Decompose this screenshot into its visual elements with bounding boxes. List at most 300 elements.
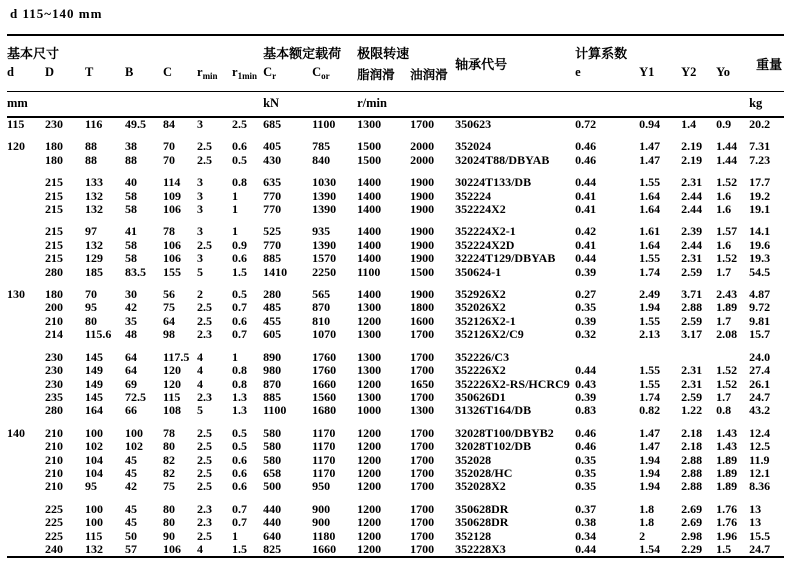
cell-B: 45: [125, 453, 137, 467]
cell-d: [7, 154, 45, 167]
cell-T: 102: [85, 440, 103, 454]
cell-code: 352028X2: [455, 480, 506, 494]
cell-Y1: 1.55: [639, 314, 661, 328]
cell-d: [7, 480, 45, 493]
cell-Cr: 890: [263, 350, 282, 364]
row-group-spacer: [7, 131, 784, 140]
cell-oil: 1700: [410, 364, 435, 378]
cell-Yo: 1.89: [716, 301, 738, 315]
cell-T: 132: [85, 203, 103, 217]
cell-Y1: 1.47: [639, 140, 661, 154]
cell-Cr: 770: [263, 189, 282, 203]
cell-C: 75: [163, 480, 175, 494]
cell-Y2: 2.31: [681, 176, 703, 190]
cell-Cor: 1570: [312, 252, 337, 266]
cell-D: 215: [45, 252, 63, 266]
cell-Yo: 1.5: [716, 542, 732, 556]
cell-code: 352126X2/C9: [455, 328, 524, 342]
unit-kN: kN: [263, 92, 357, 118]
cell-B: 58: [125, 189, 137, 203]
cell-grease: 1400: [357, 189, 382, 203]
cell-d: [7, 404, 45, 417]
cell-Cor: 870: [312, 301, 331, 315]
cell-e: 0.44: [575, 176, 597, 190]
cell-B: 45: [125, 502, 137, 516]
cell-grease: 1500: [357, 153, 382, 167]
cell-Y2: 2.44: [681, 238, 703, 252]
cell-B: 35: [125, 314, 137, 328]
cell-Y2: 2.44: [681, 203, 703, 217]
cell-Y2: 2.98: [681, 529, 703, 543]
cell-D: 225: [45, 502, 63, 516]
cell-r_min: 2.5: [197, 314, 212, 328]
group-header-basic-dimensions: 基本尺寸: [7, 46, 60, 61]
unit-kg: kg: [749, 92, 784, 118]
cell-weight: 19.3: [749, 252, 771, 266]
cell-weight: 24.7: [749, 542, 771, 556]
cell-r_min: 5: [197, 265, 203, 279]
cell-e: 0.44: [575, 252, 597, 266]
cell-Cor: 2250: [312, 265, 337, 279]
cell-T: 164: [85, 404, 103, 418]
cell-T: 80: [85, 314, 97, 328]
table-row: [7, 140, 784, 153]
cell-r_min: 4: [197, 364, 203, 378]
cell-r_min: 2.5: [197, 238, 212, 252]
cell-B: 72.5: [125, 390, 146, 404]
cell-Cor: 1170: [312, 453, 336, 467]
cell-oil: 1700: [410, 440, 435, 454]
cell-weight: 24.7: [749, 390, 771, 404]
cell-r_min: 2.5: [197, 153, 212, 167]
cell-Y1: 2: [639, 529, 646, 543]
cell-T: 100: [85, 516, 103, 530]
cell-oil: 1600: [410, 314, 435, 328]
cell-grease: 1200: [357, 466, 382, 480]
group-header-limiting-speed: 极限转速: [357, 46, 410, 61]
cell-Y2: 2.88: [681, 466, 703, 480]
cell-Cor: 1070: [312, 328, 337, 342]
cell-code: 352226/C3: [455, 350, 510, 364]
cell-Y1: 1.74: [639, 390, 661, 404]
cell-Y2: 2.88: [681, 301, 703, 315]
cell-d: 130: [7, 288, 25, 302]
cell-B: 45: [125, 466, 137, 480]
col-header-Yo: Yo: [716, 65, 730, 79]
cell-B: 66: [125, 404, 137, 418]
cell-T: 132: [85, 238, 103, 252]
cell-e: 0.72: [575, 117, 597, 131]
cell-T: 129: [85, 252, 103, 266]
cell-e: 0.46: [575, 440, 597, 454]
cell-T: 100: [85, 426, 103, 440]
cell-code: 32028T100/DBYB2: [455, 426, 554, 440]
cell-oil: 1900: [410, 252, 435, 266]
cell-r_min: 2.5: [197, 529, 212, 543]
cell-Yo: 1.52: [716, 377, 738, 391]
cell-r_min: 2.5: [197, 466, 212, 480]
cell-C: 109: [163, 189, 181, 203]
cell-D: 215: [45, 238, 63, 252]
cell-B: 64: [125, 364, 137, 378]
cell-oil: 1700: [410, 390, 435, 404]
cell-code: 352024: [455, 140, 492, 154]
cell-Y2: 2.59: [681, 314, 703, 328]
cell-weight: 12.1: [749, 466, 771, 480]
cell-Yo: 1.76: [716, 516, 738, 530]
cell-code: 30224T133/DB: [455, 176, 532, 190]
cell-grease: 1400: [357, 225, 382, 239]
cell-e: 0.35: [575, 466, 597, 480]
cell-weight: 27.4: [749, 364, 771, 378]
cell-C: 106: [163, 252, 181, 266]
cell-Cr: 455: [263, 314, 282, 328]
cell-B: 40: [125, 176, 137, 190]
cell-C: 106: [163, 542, 181, 556]
cell-Y1: 1.94: [639, 453, 661, 467]
cell-r1_min: 0.5: [232, 288, 247, 302]
cell-e: 0.41: [575, 203, 597, 217]
cell-B: 42: [125, 301, 137, 315]
cell-C: 78: [163, 225, 175, 239]
cell-r1_min: 1.3: [232, 390, 247, 404]
col-header-Y1: Y1: [639, 65, 655, 79]
cell-oil: 1900: [410, 189, 435, 203]
cell-Yo: 1.6: [716, 238, 732, 252]
cell-Cor: 1030: [312, 176, 337, 190]
cell-e: 0.46: [575, 153, 597, 167]
table-row: [7, 454, 784, 467]
table-row: [7, 530, 784, 543]
cell-weight: 19.6: [749, 238, 771, 252]
cell-Y2: 2.18: [681, 440, 703, 454]
cell-Cr: 580: [263, 440, 282, 454]
Cor-subscript: or: [321, 71, 330, 81]
row-group-spacer: [7, 342, 784, 351]
cell-B: 50: [125, 529, 137, 543]
cell-Y2: 3.17: [681, 328, 703, 342]
cell-weight: 20.2: [749, 117, 771, 131]
cell-d: [7, 266, 45, 279]
cell-oil: 1900: [410, 288, 435, 302]
table-row: [7, 328, 784, 341]
table-row: [7, 190, 784, 203]
cell-D: 215: [45, 176, 63, 190]
cell-Y1: 1.64: [639, 189, 661, 203]
cell-Y2: 2.19: [681, 140, 703, 154]
cell-T: 115: [85, 529, 103, 543]
cell-e: 0.37: [575, 502, 597, 516]
cell-Y2: 1.22: [681, 404, 703, 418]
cell-C: 80: [163, 502, 175, 516]
cell-weight: 7.31: [749, 140, 771, 154]
col-header-Cr: $C_r$: [263, 65, 277, 81]
cell-e: 0.46: [575, 426, 597, 440]
cell-Y1: 1.94: [639, 301, 661, 315]
cell-oil: 1900: [410, 238, 435, 252]
cell-d: 115: [7, 117, 25, 131]
cell-grease: 1200: [357, 542, 382, 556]
table-row: [7, 391, 784, 404]
cell-D: 180: [45, 153, 63, 167]
cell-C: 120: [163, 377, 181, 391]
cell-weight: 12.4: [749, 426, 771, 440]
cell-d: [7, 503, 45, 516]
cell-code: 350624-1: [455, 265, 502, 279]
cell-Y1: 1.55: [639, 377, 661, 391]
spacer-cell: [7, 167, 784, 176]
cell-e: 0.46: [575, 140, 597, 154]
cell-weight: 8.36: [749, 480, 771, 494]
table-row: [7, 117, 784, 131]
unit-mm: mm: [7, 92, 263, 118]
col-header-Y2: Y2: [681, 65, 697, 79]
cell-Cor: 810: [312, 314, 331, 328]
cell-r1_min: 0.8: [232, 176, 247, 190]
table-row: [7, 239, 784, 252]
cell-Cor: 840: [312, 153, 331, 167]
cell-Y2: 1.4: [681, 117, 697, 131]
cell-d: [7, 530, 45, 543]
cell-weight: 24.0: [749, 350, 771, 364]
cell-T: 88: [85, 140, 97, 154]
cell-grease: 1200: [357, 516, 382, 530]
cell-D: 210: [45, 453, 63, 467]
cell-Y1: 1.47: [639, 440, 661, 454]
cell-r_min: 4: [197, 377, 203, 391]
cell-D: 235: [45, 390, 63, 404]
cell-r_min: 2.3: [197, 516, 212, 530]
cell-weight: 13: [749, 502, 762, 516]
cell-r1_min: 1: [232, 529, 238, 543]
table-row: [7, 440, 784, 453]
cell-grease: 1300: [357, 117, 382, 131]
cell-oil: 1500: [410, 265, 435, 279]
cell-Cr: 280: [263, 288, 282, 302]
cell-Cor: 1390: [312, 203, 337, 217]
cell-r_min: 3: [197, 117, 203, 131]
cell-oil: 1700: [410, 516, 435, 530]
cell-code: 352028/HC: [455, 466, 513, 480]
cell-weight: 19.1: [749, 203, 771, 217]
cell-oil: 1800: [410, 301, 435, 315]
cell-d: [7, 364, 45, 377]
cell-T: 149: [85, 364, 103, 378]
cell-Y1: 0.82: [639, 404, 661, 418]
cell-oil: 1700: [410, 529, 435, 543]
cell-oil: 1900: [410, 203, 435, 217]
cell-oil: 1650: [410, 377, 435, 391]
cell-e: 0.27: [575, 288, 597, 302]
cell-r1_min: 0.6: [232, 466, 247, 480]
cell-e: 0.39: [575, 265, 597, 279]
cell-weight: 15.7: [749, 328, 771, 342]
cell-d: 140: [7, 426, 25, 440]
cell-d: [7, 378, 45, 391]
cell-d: [7, 351, 45, 364]
cell-B: 100: [125, 426, 143, 440]
cell-r1_min: 0.7: [232, 502, 247, 516]
cell-d: [7, 176, 45, 189]
cell-Cr: 770: [263, 203, 282, 217]
cell-r1_min: 0.6: [232, 252, 247, 266]
row-group-spacer: [7, 279, 784, 288]
col-header-C: C: [163, 65, 173, 79]
cell-B: 83.5: [125, 265, 146, 279]
cell-Yo: 1.44: [716, 153, 738, 167]
table-row: [7, 503, 784, 516]
cell-T: 70: [85, 288, 97, 302]
group-header-calc-factor: 计算系数: [575, 46, 628, 61]
spacer-cell: [7, 342, 784, 351]
cell-Cor: 565: [312, 288, 331, 302]
cell-r_min: 3: [197, 225, 203, 239]
table-row: [7, 288, 784, 301]
cell-code: 352026X2: [455, 301, 506, 315]
cell-r1_min: 1.3: [232, 404, 247, 418]
cell-Y1: 2.13: [639, 328, 661, 342]
cell-Yo: 1.43: [716, 426, 738, 440]
cell-r_min: 3: [197, 252, 203, 266]
cell-r1_min: 0.6: [232, 314, 247, 328]
cell-code: 352224X2: [455, 203, 506, 217]
cell-T: 88: [85, 153, 97, 167]
cell-grease: 1000: [357, 404, 382, 418]
cell-B: 42: [125, 480, 137, 494]
cell-oil: 2000: [410, 153, 435, 167]
cell-r_min: 3: [197, 189, 203, 203]
table-row: [7, 543, 784, 557]
cell-code: 350628DR: [455, 516, 509, 530]
cell-Cor: 1680: [312, 404, 337, 418]
table-row: [7, 203, 784, 216]
cell-Cr: 580: [263, 453, 282, 467]
cell-Y2: 2.29: [681, 542, 703, 556]
cell-D: 210: [45, 466, 63, 480]
cell-grease: 1300: [357, 390, 382, 404]
cell-Y1: 1.8: [639, 502, 655, 516]
cell-grease: 1200: [357, 502, 382, 516]
cell-code: 32224T129/DBYAB: [455, 252, 556, 266]
cell-r1_min: 0.5: [232, 153, 247, 167]
cell-r1_min: 1: [232, 350, 238, 364]
cell-d: 120: [7, 140, 25, 154]
cell-e: 0.34: [575, 529, 597, 543]
cell-C: 80: [163, 516, 175, 530]
cell-r_min: 3: [197, 203, 203, 217]
cell-Yo: 1.7: [716, 390, 732, 404]
table-group-header-row: [7, 35, 784, 63]
cell-C: 115: [163, 390, 181, 404]
cell-Y1: 1.54: [639, 542, 661, 556]
table-row: [7, 467, 784, 480]
cell-B: 48: [125, 328, 137, 342]
cell-r_min: 2.5: [197, 426, 212, 440]
cell-C: 84: [163, 117, 175, 131]
cell-code: 352226X2: [455, 364, 506, 378]
cell-e: 0.35: [575, 453, 597, 467]
cell-Cr: 980: [263, 364, 282, 378]
spacer-cell: [7, 494, 784, 503]
cell-r1_min: 0.5: [232, 440, 247, 454]
cell-Y1: 1.8: [639, 516, 655, 530]
cell-grease: 1500: [357, 140, 382, 154]
cell-Cr: 825: [263, 542, 282, 556]
cell-Cor: 1170: [312, 440, 336, 454]
col-header-Cor: $C_{or}$: [312, 65, 330, 81]
cell-Y1: 1.47: [639, 426, 661, 440]
cell-e: 0.44: [575, 364, 597, 378]
cell-Yo: 1.52: [716, 364, 738, 378]
cell-T: 97: [85, 225, 97, 239]
cell-oil: 1900: [410, 225, 435, 239]
cell-Yo: 1.52: [716, 252, 738, 266]
cell-weight: 26.1: [749, 377, 771, 391]
cell-grease: 1300: [357, 350, 382, 364]
cell-d: [7, 454, 45, 467]
cell-Cor: 1100: [312, 117, 336, 131]
cell-C: 82: [163, 466, 175, 480]
cell-Cor: 1560: [312, 390, 337, 404]
cell-T: 104: [85, 466, 103, 480]
cell-Y1: 1.47: [639, 153, 661, 167]
cell-B: 58: [125, 238, 137, 252]
cell-Cr: 500: [263, 480, 282, 494]
cell-grease: 1200: [357, 480, 382, 494]
cell-e: 0.41: [575, 189, 597, 203]
cell-D: 210: [45, 426, 63, 440]
cell-e: 0.35: [575, 480, 597, 494]
cell-D: 280: [45, 265, 63, 279]
cell-C: 80: [163, 440, 175, 454]
cell-Y2: 2.18: [681, 426, 703, 440]
spacer-cell: [7, 131, 784, 140]
cell-r_min: 2.5: [197, 301, 212, 315]
cell-D: 240: [45, 542, 63, 556]
cell-oil: 1700: [410, 466, 435, 480]
cell-C: 155: [163, 265, 181, 279]
cell-Cor: 1660: [312, 542, 337, 556]
cell-D: 230: [45, 117, 63, 131]
cell-Yo: 2.08: [716, 328, 738, 342]
cell-code: 350626D1: [455, 390, 506, 404]
cell-r_min: 5: [197, 404, 203, 418]
cell-Cr: 685: [263, 117, 282, 131]
cell-C: 56: [163, 288, 175, 302]
table-row: [7, 266, 784, 279]
cell-code: 352128: [455, 529, 492, 543]
cell-code: 352226X2-RS/HCRC9: [455, 377, 570, 391]
cell-weight: 13: [749, 516, 762, 530]
cell-grease: 1200: [357, 426, 382, 440]
cell-Cr: 870: [263, 377, 282, 391]
cell-Y2: 2.59: [681, 390, 703, 404]
cell-Cr: 485: [263, 301, 282, 315]
cell-e: 0.35: [575, 301, 597, 315]
row-group-spacer: [7, 216, 784, 225]
cell-r1_min: 0.6: [232, 140, 247, 154]
cell-Y2: 2.39: [681, 225, 703, 239]
cell-e: 0.44: [575, 542, 597, 556]
cell-T: 149: [85, 377, 103, 391]
cell-D: 230: [45, 364, 63, 378]
cell-weight: 54.5: [749, 265, 771, 279]
cell-e: 0.41: [575, 238, 597, 252]
cell-Cor: 1390: [312, 238, 337, 252]
cell-D: 215: [45, 189, 63, 203]
table-column-header-row: [7, 63, 784, 92]
cell-code: 352028: [455, 453, 492, 467]
